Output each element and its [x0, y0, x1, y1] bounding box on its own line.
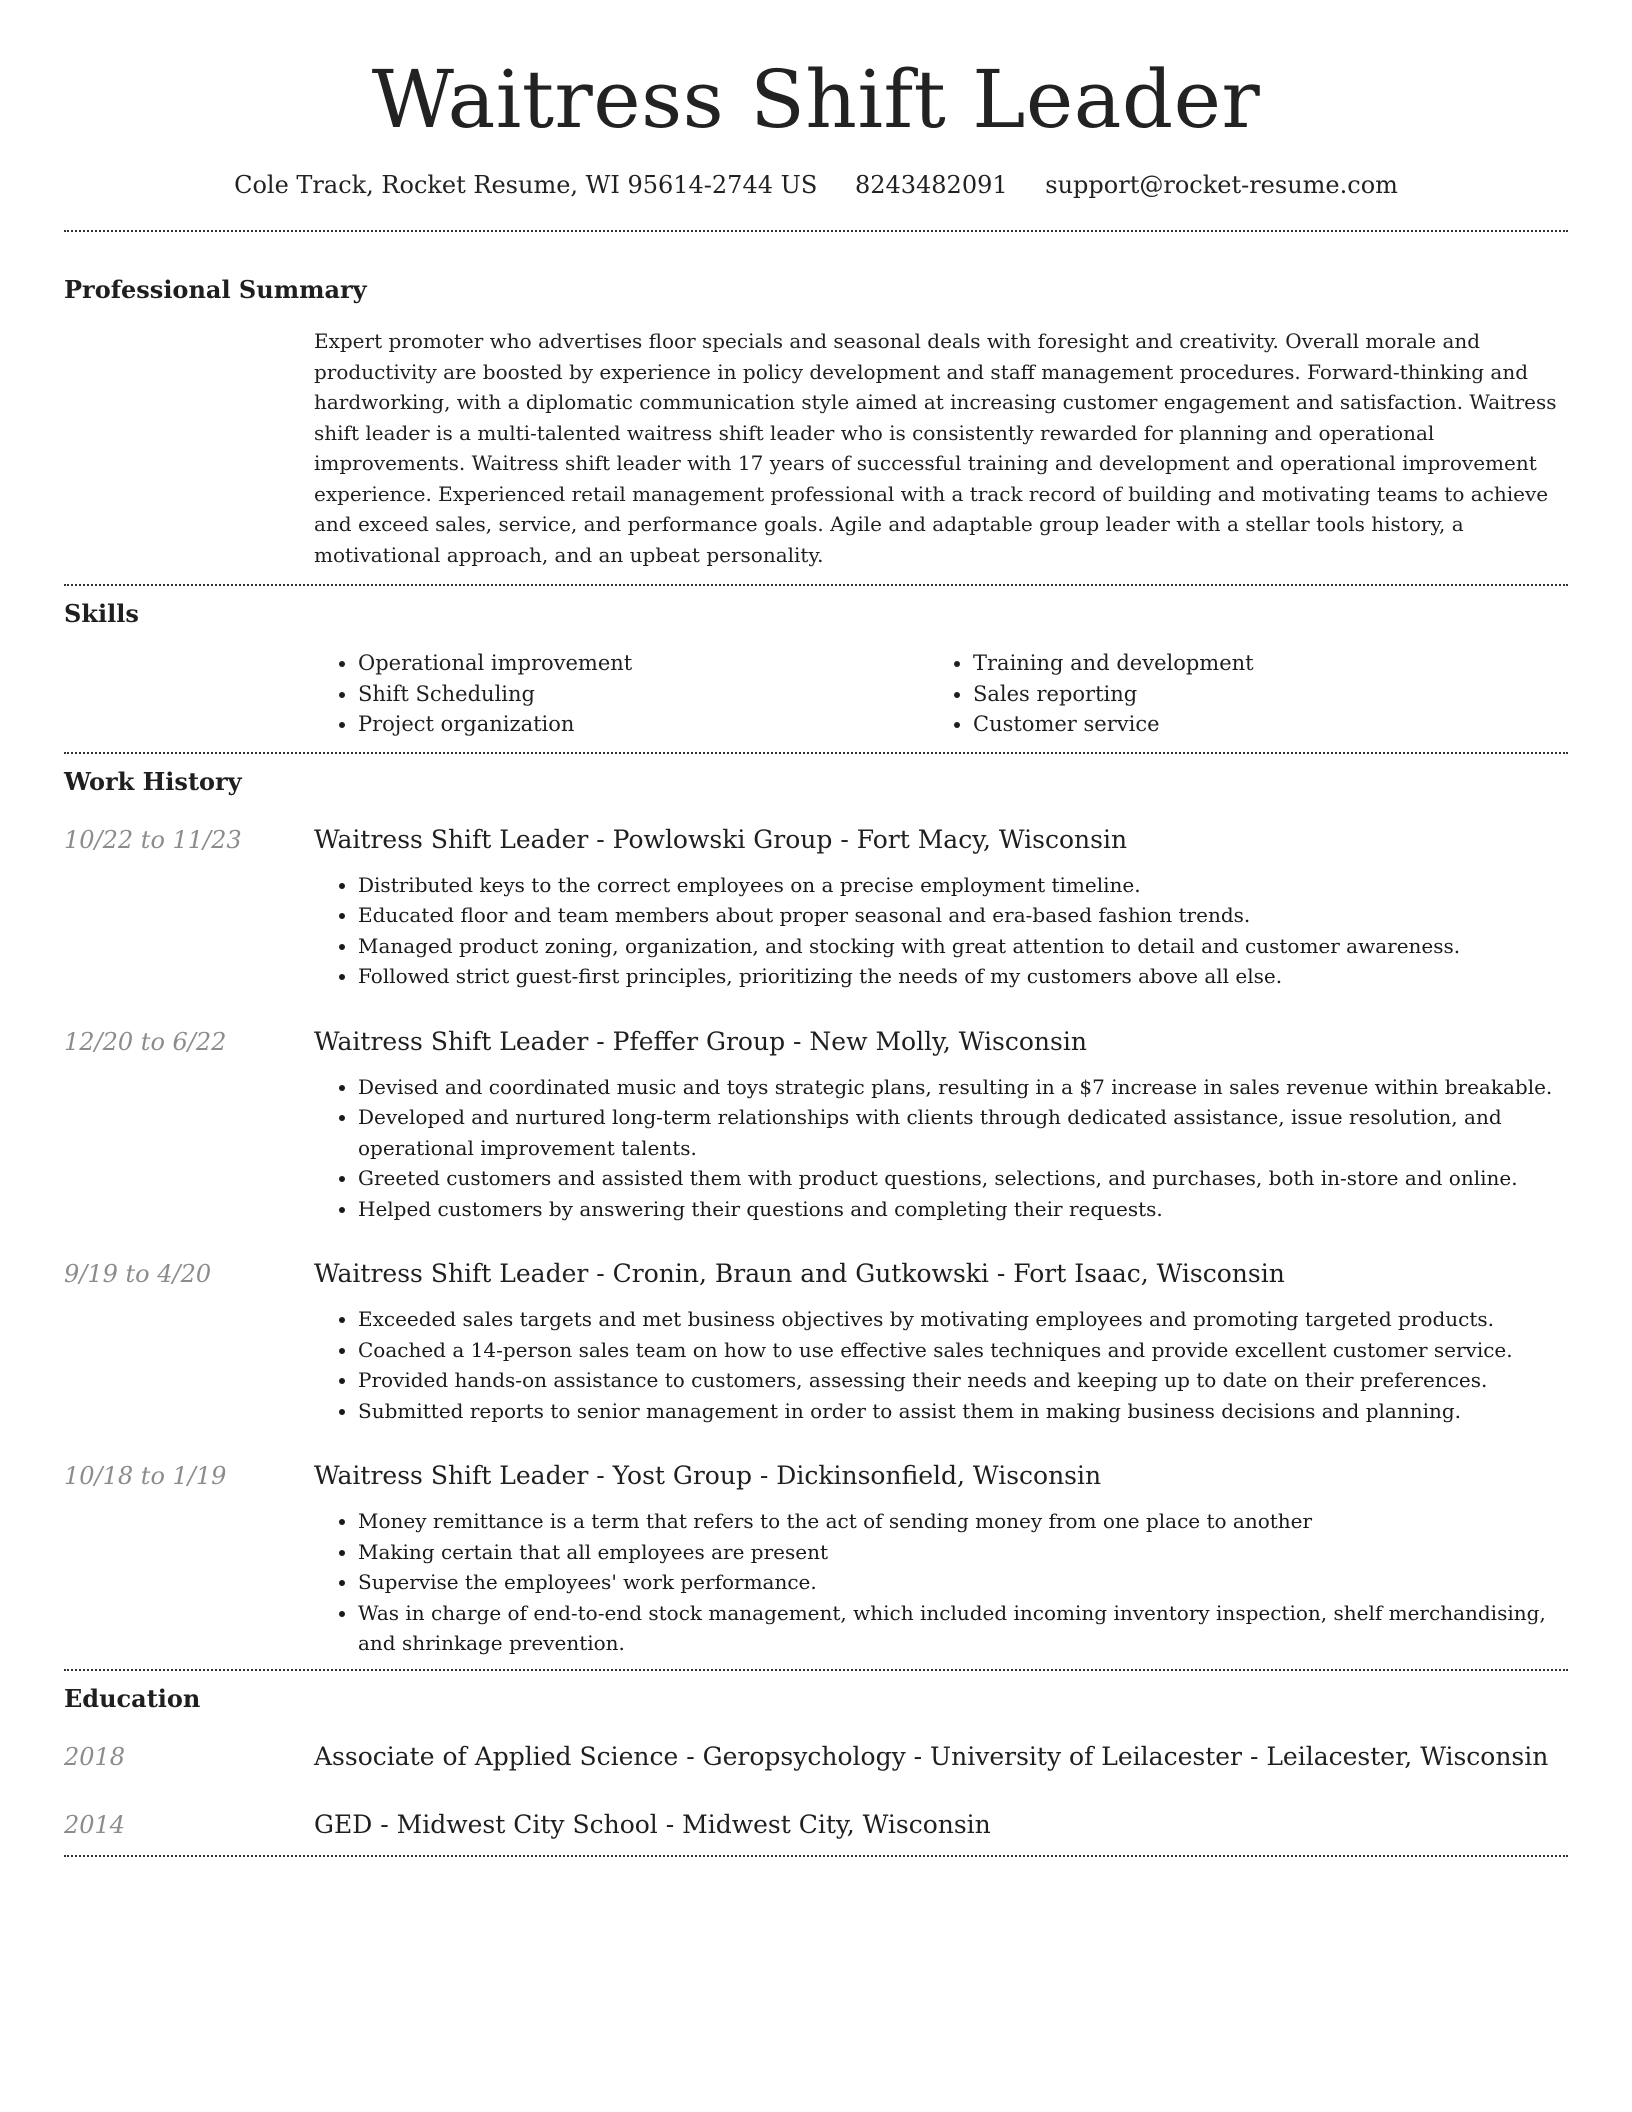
section-title-education: Education [64, 1683, 201, 1713]
contact-phone: 8243482091 [854, 171, 1008, 199]
section-title-skills: Skills [64, 599, 139, 628]
work-history-section [64, 766, 1568, 1659]
skill-item: • Project organization [358, 709, 929, 740]
education-text: GED - Midwest City School - Midwest City, Wisconsin [314, 1809, 991, 1839]
job-bullet: • Distributed keys to the correct employees on a precise employment timeline. [358, 870, 1568, 901]
divider [64, 230, 1568, 232]
job-dates: 10/18 to 1/19 [64, 1462, 227, 1490]
job-bullets [314, 1072, 1568, 1225]
job-bullet: • Making certain that all employees are present [358, 1537, 1568, 1568]
skills-section [64, 598, 1568, 740]
divider [64, 584, 1568, 586]
job-bullets [314, 1304, 1568, 1426]
job-bullet: • Supervise the employees' work performance. [358, 1567, 1568, 1598]
job-bullet: • Money remittance is a term that refers to the act of sending money from one place to another [358, 1506, 1568, 1537]
contact-address: Cole Track, Rocket Resume, WI 95614-2744 US [234, 171, 818, 199]
skill-item: • Training and development [973, 648, 1544, 679]
job-bullet: • Coached a 14-person sales team on how to use effective sales techniques and provide excellent customer service. [358, 1335, 1568, 1366]
job-bullet: • Followed strict guest-first principles, prioritizing the needs of my customers above all else. [358, 961, 1568, 992]
resume-name: Waitress Shift Leader [371, 53, 1261, 146]
job-heading: Waitress Shift Leader - Yost Group - Dickinsonfield, Wisconsin [314, 1461, 1102, 1490]
job-bullets [314, 870, 1568, 992]
divider [64, 752, 1568, 754]
job-bullet: • Provided hands-on assistance to customers, assessing their needs and keeping up to date on their preferences. [358, 1365, 1568, 1396]
section-title-summary: Professional Summary [64, 275, 367, 304]
education-entry [64, 1741, 1568, 1773]
skill-item: • Customer service [973, 709, 1544, 740]
contact-line [64, 168, 1568, 202]
job-bullets [314, 1506, 1568, 1659]
skill-item: • Operational improvement [358, 648, 929, 679]
divider [64, 1855, 1568, 1857]
divider [64, 1669, 1568, 1671]
skills-column-left [314, 648, 929, 740]
summary-section [64, 274, 1568, 570]
job-heading: Waitress Shift Leader - Pfeffer Group - New Molly, Wisconsin [314, 1026, 1087, 1056]
skill-item: • Sales reporting [973, 679, 1544, 710]
education-year: 2018 [64, 1742, 126, 1771]
section-title-work: Work History [64, 766, 242, 796]
education-year: 2014 [64, 1810, 126, 1839]
job-dates: 12/20 to 6/22 [64, 1027, 227, 1056]
skills-list [314, 648, 1568, 740]
education-entry [64, 1809, 1568, 1841]
job-heading: Waitress Shift Leader - Powlowski Group - Fort Macy, Wisconsin [314, 824, 1128, 854]
job-bullet: • Developed and nurtured long-term relationships with clients through dedicated assistance, issue resolution, and operational improvement talents. [358, 1102, 1568, 1163]
education-text: Associate of Applied Science - Geropsychology - University of Leilacester - Leilacester, Wisconsin [314, 1741, 1549, 1771]
job-bullet: • Greeted customers and assisted them with product questions, selections, and purchases, both in-store and online. [358, 1163, 1568, 1194]
job-entry [64, 824, 1568, 992]
job-bullet: • Exceeded sales targets and met business objectives by motivating employees and promoting targeted products. [358, 1304, 1568, 1335]
skills-column-right [929, 648, 1544, 740]
skill-item: • Shift Scheduling [358, 679, 929, 710]
job-entry [64, 1026, 1568, 1225]
job-entry [64, 1258, 1568, 1426]
job-bullet: • Submitted reports to senior management in order to assist them in making business decisions and planning. [358, 1396, 1568, 1427]
contact-email: support@rocket-resume.com [1045, 171, 1398, 199]
summary-text: Expert promoter who advertises floor specials and seasonal deals with foresight and creativity. Overall morale and productivity are boosted by experience in policy development and staff management procedures. Forward-thinking and hardworking, with a diplomatic communication style aimed at increasing customer engagement and satisfaction. Waitress shift leader is a multi-talented waitress shift leader who is consistently rewarded for planning and operational improvements. Waitress shift leader with 17 years of successful training and development and operational improvement experience. Experienced retail management professional with a track record of building and motivating teams to achieve and exceed sales, service, and performance goals. Agile and adaptable group leader with a stellar tools history, a motivational approach, and an upbeat personality. [314, 329, 1557, 567]
job-dates: 10/22 to 11/23 [64, 825, 242, 854]
job-dates: 9/19 to 4/20 [64, 1260, 212, 1288]
job-heading: Waitress Shift Leader - Cronin, Braun and Gutkowski - Fort Isaac, Wisconsin [314, 1259, 1285, 1288]
job-bullet: • Was in charge of end-to-end stock management, which included incoming inventory inspection, shelf merchandising, and shrinkage prevention. [358, 1598, 1568, 1659]
job-entry [64, 1460, 1568, 1659]
resume-page [64, 0, 1568, 1857]
job-bullet: • Educated floor and team members about proper seasonal and era-based fashion trends. [358, 900, 1568, 931]
job-bullet: • Managed product zoning, organization, and stocking with great attention to detail and customer awareness. [358, 931, 1568, 962]
job-bullet: • Devised and coordinated music and toys strategic plans, resulting in a $7 increase in sales revenue within breakable. [358, 1072, 1568, 1103]
education-section [64, 1683, 1568, 1841]
job-bullet: • Helped customers by answering their questions and completing their requests. [358, 1194, 1568, 1225]
